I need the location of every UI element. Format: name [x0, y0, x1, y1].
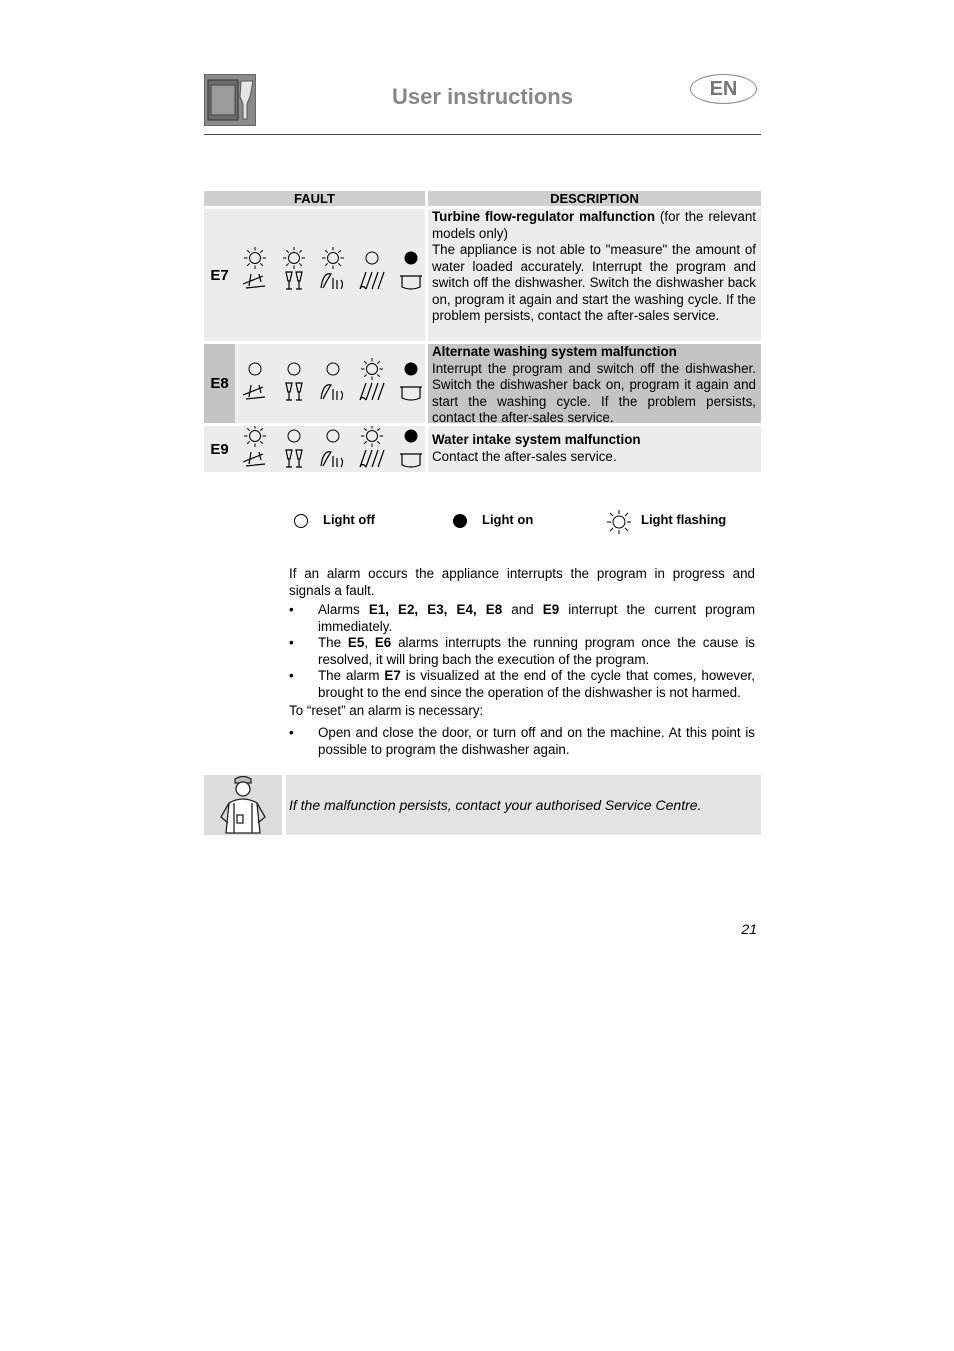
eco-icon: [321, 274, 343, 289]
fault-title-e8: Alternate washing system malfunction: [432, 344, 677, 359]
indicator-light-off: [327, 430, 339, 442]
legend-light-on: Light on: [482, 512, 534, 527]
indicator-light-off: [288, 363, 300, 375]
fault-text-e9: Contact the after-sales service.: [432, 448, 617, 464]
fault-code-e8: E8: [204, 344, 235, 423]
fault-code-e7: E7: [204, 209, 235, 341]
indicator-panel-e7: [235, 209, 425, 341]
bullet-reset-steps: Open and close the door, or turn off and on the machine. At this point is possible to program the dishwasher again.: [318, 725, 755, 757]
glasses-icon: [286, 450, 302, 467]
bullet-marker: •: [289, 725, 294, 740]
fault-code-e9: E9: [204, 426, 235, 472]
list-item: [289, 725, 755, 759]
list-item: [289, 602, 755, 636]
legend-light-off: Light off: [323, 512, 375, 527]
fault-text-e7: The appliance is not able to "measure" the amount of water loaded accurately. Interrupt the program and switch off the dishwasher. Switch the dishwasher back on, program it again and start the washing cycle. If the problem persists, contact the after-sales service.: [432, 242, 756, 323]
dishes-icon: [360, 450, 384, 467]
header-divider: [204, 134, 761, 135]
page-title: User instructions: [392, 84, 573, 109]
alarm-intro-paragraph: If an alarm occurs the appliance interrupts the program in progress and signals a fault.: [289, 566, 755, 598]
technician-icon: [204, 775, 282, 835]
description-column-header: DESCRIPTION: [428, 191, 761, 206]
fault-column-header: FAULT: [204, 191, 425, 206]
page-number: 21: [741, 921, 757, 937]
glasses-icon: [286, 272, 302, 289]
language-badge: EN: [690, 74, 757, 104]
reset-intro: To “reset” an alarm is necessary:: [289, 703, 484, 718]
indicator-light-on: [405, 252, 418, 265]
description-e7: [428, 209, 761, 341]
eco-icon: [321, 385, 343, 400]
list-item: [289, 668, 755, 702]
indicator-light-flashing: [244, 247, 266, 269]
indicator-panel-e8: [235, 344, 425, 423]
light-flashing-icon: [605, 508, 633, 536]
description-e8: [428, 344, 761, 423]
description-e9: [428, 426, 761, 472]
fault-title-e9: Water intake system malfunction: [432, 432, 641, 447]
legend-light-flashing: Light flashing: [641, 512, 727, 527]
bullet-marker: •: [289, 635, 294, 650]
light-on-icon: [451, 512, 469, 530]
service-centre-note: If the malfunction persists, contact your authorised Service Centre.: [289, 797, 702, 813]
dishes-icon: [360, 383, 384, 400]
dishwasher-logo-icon: [204, 74, 256, 126]
indicator-light-flashing: [322, 247, 344, 269]
fault-title-suffix-e7: (for the relevant models only): [432, 209, 756, 241]
indicator-light-on: [405, 363, 418, 376]
indicator-light-flashing: [361, 358, 383, 380]
pan-icon: [243, 274, 265, 288]
bullet-marker: •: [289, 668, 294, 683]
indicator-light-on: [405, 430, 418, 443]
indicator-light-flashing: [283, 247, 305, 269]
indicator-light-flashing: [244, 426, 266, 447]
dishes-icon: [360, 272, 384, 289]
eco-icon: [321, 452, 343, 467]
bullet-alarms-resume: The E5, E6 alarms interrupts the running program once the cause is resolved, it will bring bach the execution of the program.: [318, 635, 755, 667]
light-off-icon: [292, 512, 310, 530]
fault-title-e7: Turbine flow-regulator malfunction: [432, 209, 656, 224]
pan-icon: [243, 452, 265, 466]
indicator-light-off: [249, 363, 261, 375]
list-item: [289, 635, 755, 669]
indicator-light-off: [288, 430, 300, 442]
fault-text-e8: Interrupt the program and switch off the dishwasher. Switch the dishwasher back on, program it again and start the washing cycle. If the problem persists, contact the after-sales service.: [432, 360, 756, 425]
bullet-alarm-e7: The alarm E7 is visualized at the end of the cycle that comes, however, brought to the end since the operation of the dishwasher is not harmed.: [318, 668, 755, 700]
glasses-icon: [286, 383, 302, 400]
indicator-panel-e9: [235, 426, 425, 472]
pot-icon: [400, 387, 422, 400]
indicator-light-off: [327, 363, 339, 375]
pan-icon: [243, 385, 265, 399]
indicator-light-flashing: [361, 426, 383, 447]
bullet-alarms-immediate: Alarms E1, E2, E3, E4, E8 and E9 interrupt the current program immediately.: [318, 602, 755, 634]
pot-icon: [400, 454, 422, 467]
pot-icon: [400, 276, 422, 289]
bullet-marker: •: [289, 602, 294, 617]
indicator-light-off: [366, 252, 378, 264]
